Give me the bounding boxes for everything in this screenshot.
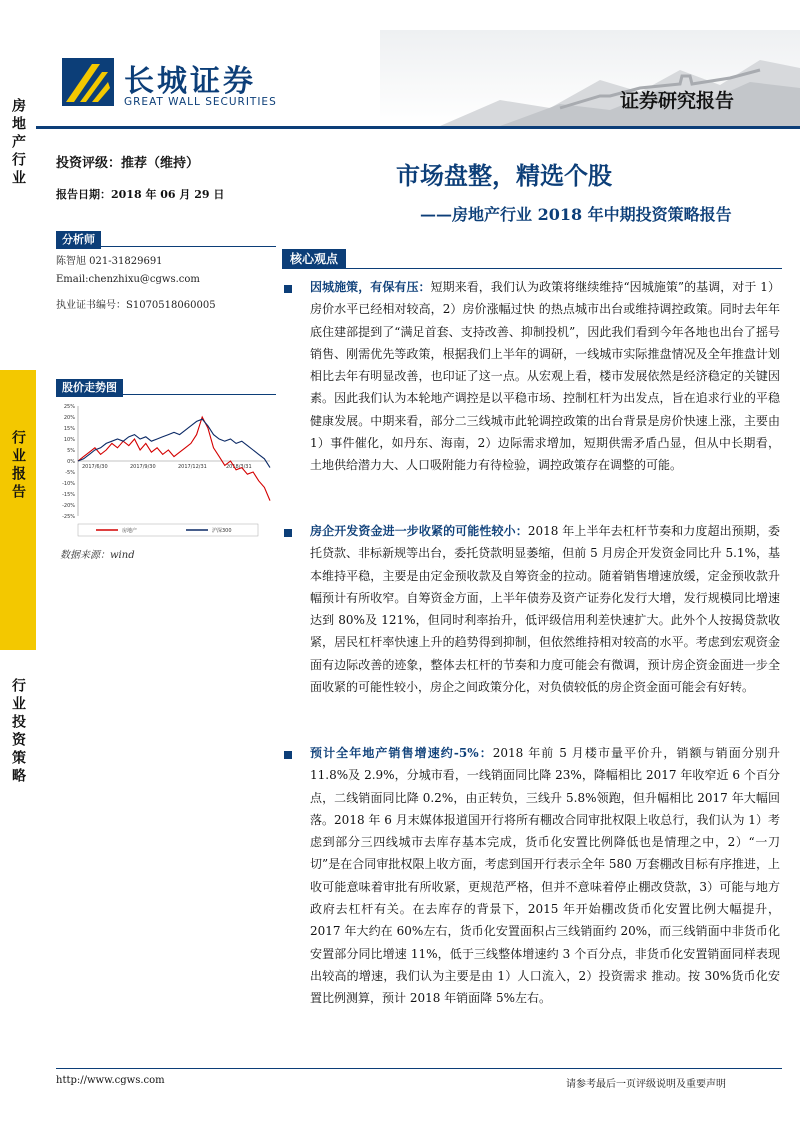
sidebar-block-industry [0,90,36,370]
main-title: 市场盘整，精选个股 [396,162,612,190]
chart-legend [78,524,258,536]
sidebar-block-report [0,370,36,650]
sub-title: ——房地产行业 2018 年中期投资策略报告 [420,205,732,224]
sidebar-label-report: 行业报告 [10,430,26,502]
header-divider [36,126,800,129]
analyst-name-phone: 陈智旭 021-31829691 [56,256,163,267]
bullet-icon [284,529,292,537]
sidebar-block-strategy [0,650,36,1132]
logo-text-cn: 长城证券 [124,64,256,99]
footer-divider [56,1068,782,1069]
sidebar-label-industry: 房地产行业 [10,98,26,188]
paragraph-funding [310,520,780,698]
paragraph-sales-body: 2018 年前 5 月楼市量平价升，销额与销面分别升 11.8%及 2.9%，分城市看，一线销面同比降 23%，降幅相比 2017 年收窄近 6 个百分点，二线销面同比降 0.2%，由正转负，三线升 5.8%领跑，但升幅相比 2017 年大幅回落。2018 年 6 月末媒体报道国开行将所有棚改合同审批权限上收总行，我们认为 1）考虑到部分三四线城市去库存基本完成，货币化安置比例降低也是情理之中，2）“一刀切”是在合同审批权限上收方面，考虑到国开行表示全年 580 万套棚改目标有序推进，上收可能意味着审批有所收紧，更规范严格，但并不意味着停止棚改贷款，3）可能与地方政府去杠杆有关。在去库存的背景下，2015 年开始棚改货币化安置比例大幅提升，2017 年大约在 60%左右，货币化安置面积占三线销面约 20%，而三线销面中非货币化安置部分同比增速 11%，低于三线整体增速约 3 个百分点，非货币化安置销面同样表现出较高的增速，我们认为主要是由 1）人口流入，2）投资需求 推动。按 30%货币化安置比例测算，预计 2018 年销面降 5%左右。 [310,746,781,1006]
investment-rating: 投资评级：推荐（维持） [56,156,200,171]
chart-x-tick-label: 2017/12/31 [178,464,207,470]
great-wall-banner-image [380,30,800,126]
report-date: 报告日期：2018 年 06 月 29 日 [56,188,225,201]
bullet-icon [284,751,292,759]
analyst-email: Email:chenzhixu@cgws.com [56,274,200,285]
chart-y-tick-label: -20% [62,503,75,509]
sidebar [0,0,36,1132]
chart-x-tick-label: 2017/6/30 [82,464,108,470]
chart-legend-label: 房地产 [122,528,138,534]
chart-x-tick-label: 2018/3/31 [226,464,252,470]
chart-y-tick-label: -10% [62,481,75,487]
stock-trend-chart [56,398,276,540]
report-type-label: 证券研究报告 [620,90,735,112]
core-view-label: 核心观点 [282,249,346,269]
chart-x-tick-label: 2017/9/30 [130,464,156,470]
footer-url-link[interactable]: http://www.cgws.com [56,1075,165,1086]
chart-grid [78,406,270,516]
chart-y-tick-label: -25% [62,514,75,520]
logo-icon [62,58,114,106]
chart-y-tick-label: 0% [67,459,75,465]
paragraph-policy [310,276,780,477]
core-view-header [282,248,782,269]
chart-series-line-1 [78,419,270,467]
analyst-header-label: 分析师 [56,231,101,249]
chart-y-ticks [62,404,75,520]
paragraph-policy-body: 短期来看，我们认为政策将继续维持“因城施策”的基调，对于 1）房价水平已经相对较高，2）房价涨幅过快 的热点城市出台或维持调控政策。同时去年年底住建部提到了“满足首套、支持改善、抑制投机”，因此我们看到今年各地也出台了摇号销售、刚需优先等政策，根据我们上半年的调研，一线城市实际推盘情况及全年推盘计划相比去年有明显改善，也印证了这一点。从宏观上看，楼市发展依然是经济稳定的关键因素。因此我们认为本轮地产调控是以平稳市场、控制杠杆为出发点，旨在追求行业的平稳健康发展。中期来看，部分二三线城市此轮调控政策的出台背景是房价快速上涨，主要由 1）事件催化，如丹东、海南，2）边际需求增加，短期供需矛盾凸显，但从中长期看，土地供给潜力大、人口吸附能力有待检验，调控政策存在调整的可能。 [310,280,780,473]
chart-y-tick-label: 20% [63,415,75,421]
chart-source: 数据来源：wind [60,550,135,561]
paragraph-sales [310,742,780,1010]
chart-y-tick-label: 5% [67,448,75,454]
paragraph-funding-body: 2018 年上半年去杠杆节奏和力度超出预期，委托贷款、非标新规等出台，委托贷款明显萎缩，但前 5 月房企开发资金同比升 5.1%，基本维持平稳，主要是由定金预收款及自筹资金的拉动。随着销售增速放缓，定金预收款升幅预计有所收窄。自筹资金方面，上半年债券及资产证券化发行大增，发行规模同比增速达到 80%及 121%，但同时利率抬升，低评级信用利差快速扩大。此外个人按揭贷款收紧，居民杠杆率快速上升的趋势得到抑制，但依然维持相对较高的水平。考虑到宏观资金面有边际改善的迹象，整体去杠杆的节奏和力度可能会有微调，预计房企资金面进一步全面收紧的可能性较小，房企之间政策分化，对负债较低的房企资金面可能会有好转。 [310,524,780,695]
chart-series-line-0 [78,417,270,501]
logo-text-en: GREAT WALL SECURITIES [124,96,277,108]
chart-y-tick-label: 10% [63,437,75,443]
sidebar-label-strategy: 行业投资策略 [10,678,26,786]
analyst-license: 执业证书编号：S1070518060005 [56,300,216,311]
paragraph-sales-heading: 预计全年地产销售增速约-5%： [310,746,493,760]
chart-legend-label: 沪深300 [212,528,232,534]
footer-disclaimer: 请参考最后一页评级说明及重要声明 [566,1079,726,1090]
chart-y-tick-label: -5% [65,470,75,476]
analyst-section-header [56,228,276,247]
chart-y-tick-label: 25% [63,404,75,410]
chart-header-label: 股价走势图 [56,379,123,397]
chart-series [78,417,270,501]
paragraph-funding-heading: 房企开发资金进一步收紧的可能性较小： [310,524,528,538]
bullet-icon [284,285,292,293]
chart-section-header [56,376,276,395]
chart-y-tick-label: 15% [63,426,75,432]
paragraph-policy-heading: 因城施策，有保有压： [310,280,431,294]
chart-y-tick-label: -15% [62,492,75,498]
